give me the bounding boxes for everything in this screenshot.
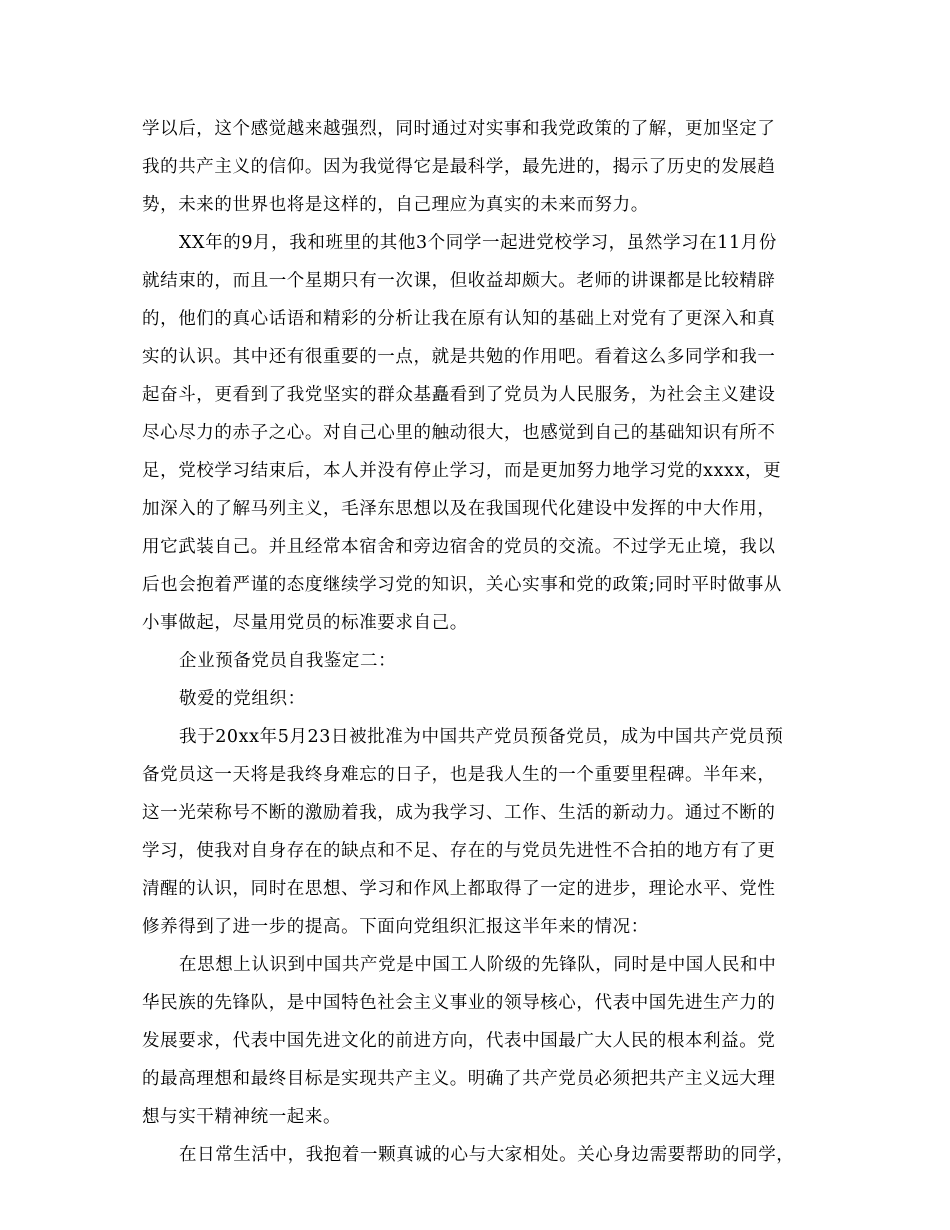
text-line: 后也会抱着严谨的态度继续学习党的知识，关心实事和党的政策;同时平时做事从 <box>142 575 782 595</box>
text-line: 的，他们的真心话语和精彩的分析让我在原有认知的基础上对党有了更深入和真 <box>142 309 776 329</box>
paragraph-start-line: 在思想上认识到中国共产党是中国工人阶级的先锋队，同时是中国人民和中 <box>179 955 777 975</box>
text-line: 加深入的了解马列主义，毛泽东思想以及在我国现代化建设中发挥的中大作用， <box>142 499 776 519</box>
text-line: 修养得到了进一步的提高。下面向党组织汇报这半年来的情况： <box>142 917 649 937</box>
text-line: 备党员这一天将是我终身难忘的日子，也是我人生的一个重要里程碑。半年来， <box>142 765 776 785</box>
text-line: 用它武装自己。并且经常本宿舍和旁边宿舍的党员的交流。不过学无止境，我以 <box>142 537 776 557</box>
text-line: 我的共产主义的信仰。因为我觉得它是最科学，最先进的，揭示了历史的发展趋 <box>142 157 776 177</box>
section-heading: 企业预备党员自我鉴定二： <box>179 651 397 671</box>
text-line: 学习，使我对自身存在的缺点和不足、存在的与党员先进性不合拍的地方有了更 <box>142 841 776 861</box>
text-line: 清醒的认识，同时在思想、学习和作风上都取得了一定的进步，理论水平、党性 <box>142 879 776 899</box>
salutation: 敬爱的党组织： <box>179 689 306 709</box>
text-line: 的最高理想和最终目标是实现共产主义。明确了共产党员必须把共产主义远大理 <box>142 1069 776 1089</box>
text-line: 足，党校学习结束后，本人并没有停止学习，而是更加努力地学习党的xxxx，更 <box>142 461 782 481</box>
text-line: 小事做起，尽量用党员的标准要求自己。 <box>142 613 468 633</box>
paragraph-start-line: 我于20xx年5月23日被批准为中国共产党员预备党员，成为中国共产党员预 <box>179 727 784 747</box>
text-line: 这一光荣称号不断的激励着我，成为我学习、工作、生活的新动力。通过不断的 <box>142 803 776 823</box>
paragraph-start-line: XX年的9月，我和班里的其他3个同学一起进党校学习，虽然学习在11月份 <box>179 233 777 253</box>
text-line: 尽心尽力的赤子之心。对自己心里的触动很大，也感觉到自己的基础知识有所不 <box>142 423 776 443</box>
text-line: 发展要求，代表中国先进文化的前进方向，代表中国最广大人民的根本利益。党 <box>142 1031 776 1051</box>
text-line: 就结束的，而且一个星期只有一次课，但收益却颇大。老师的讲课都是比较精辟 <box>142 271 776 291</box>
text-line: 华民族的先锋队，是中国特色社会主义事业的领导核心，代表中国先进生产力的 <box>142 993 776 1013</box>
text-line: 起奋斗，更看到了我党坚实的群众基矗看到了党员为人民服务，为社会主义建设 <box>142 385 776 405</box>
text-line: 学以后，这个感觉越来越强烈，同时通过对实事和我党政策的了解，更加坚定了 <box>142 119 776 139</box>
paragraph-start-line: 在日常生活中，我抱着一颗真诚的心与大家相处。关心身边需要帮助的同学， <box>179 1145 795 1165</box>
text-line: 势，未来的世界也将是这样的，自己理应为真实的未来而努力。 <box>142 195 649 215</box>
text-line: 实的认识。其中还有很重要的一点，就是共勉的作用吧。看着这么多同学和我一 <box>142 347 776 367</box>
text-line: 想与实干精神统一起来。 <box>142 1107 342 1127</box>
